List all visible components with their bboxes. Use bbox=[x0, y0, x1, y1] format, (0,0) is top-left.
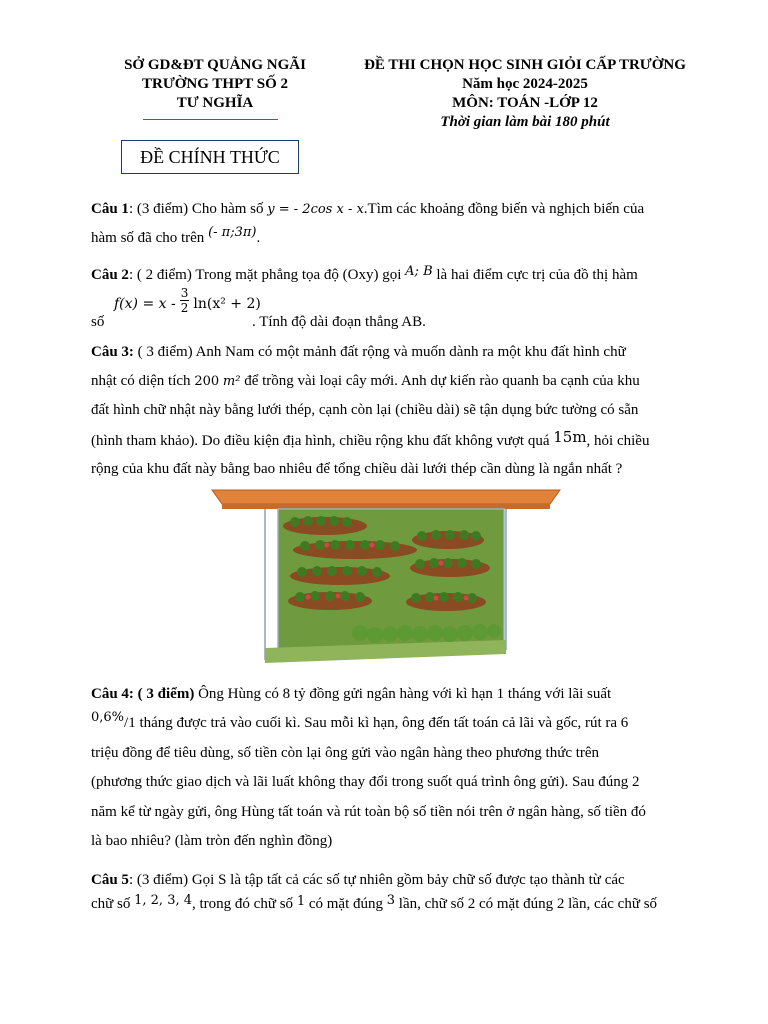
school-header bbox=[100, 56, 330, 113]
q1-formula: y = - 2cos x - x bbox=[267, 202, 364, 217]
wall-roof bbox=[212, 490, 560, 504]
official-badge: ĐỀ CHÍNH THỨC bbox=[121, 140, 299, 174]
header-dept: SỞ GD&ĐT QUẢNG NGÃI bbox=[124, 57, 306, 73]
exam-subject: MÔN: TOÁN -LỚP 12 bbox=[452, 95, 598, 111]
q2-function: f(x) = x - $\frac{3}{2}$ ln(x² + 2) bbox=[114, 286, 261, 315]
q3-area: 200 bbox=[194, 374, 220, 389]
q5-line-1: Câu 5: (3 điểm) Gọi S là tập tất cả các số tự nhiên gồm bảy chữ số được tạo thành từ các bbox=[91, 872, 625, 888]
header-district: TƯ NGHĨA bbox=[176, 95, 254, 111]
exam-year: Năm học 2024-2025 bbox=[462, 76, 588, 92]
q5-line-2: chữ số 1, 2, 3, 4, trong đó chữ số 1 có mặt đúng 3 lần, chữ số 2 có mặt đúng 2 lần, các chữ số bbox=[91, 893, 658, 912]
q3-line-1: Câu 3: ( 3 điểm) Anh Nam có một mảnh đất rộng và muốn dành ra một khu đất hình chữ bbox=[91, 344, 626, 360]
q1-line-1: Câu 1: (3 điểm) Cho hàm số y = - 2cos x - x.Tìm các khoảng đồng biến và nghịch biến của bbox=[91, 201, 645, 217]
q3-line-5: rộng của khu đất này bằng bao nhiêu để tổng chiều dài lưới thép cần dùng là ngắn nhất ? bbox=[91, 461, 623, 477]
q1-interval: (- π;3π) bbox=[208, 225, 257, 240]
exam-header bbox=[330, 56, 720, 132]
q2-points: A; B bbox=[405, 264, 433, 279]
q3-line-2: nhật có diện tích 200 m² để trồng vài loại cây mới. Anh dự kiến rào quanh ba cạnh của khu bbox=[91, 373, 640, 389]
q2-label: Câu 2 bbox=[91, 267, 129, 283]
q3-limit: 15m bbox=[553, 428, 587, 446]
q3-line-4: (hình tham khảo). Do điều kiện địa hình, chiều rộng khu đất không vượt quá 15m, hỏi chiều bbox=[91, 428, 650, 449]
q4-label: Câu 4: ( 3 điểm) bbox=[91, 686, 195, 702]
q4-line-2: 0,6%/1 tháng được trả vào cuối kì. Sau mỗi kì hạn, ông đến tất toán cả lãi và gốc, rút ra 6 bbox=[91, 710, 629, 731]
exam-title: ĐỀ THI CHỌN HỌC SINH GIỎI CẤP TRƯỜNG bbox=[364, 57, 686, 73]
q5-digits: 1, 2, 3, 4 bbox=[134, 893, 193, 908]
q4-line-4: (phương thức giao dịch và lãi luất không thay đổi trong suốt quá trình ông gửi). Sau đúng 2 bbox=[91, 774, 640, 790]
q5-digit-1: 1 bbox=[296, 894, 306, 909]
header-underline bbox=[143, 119, 278, 120]
q2-line-1: Câu 2: ( 2 điểm) Trong mặt phẳng tọa độ (Oxy) gọi A; B là hai điểm cực trị của đồ thị hàm bbox=[91, 264, 638, 283]
q4-line-1: Câu 4: ( 3 điểm) Ông Hùng có 8 tỷ đồng gửi ngân hàng với kì hạn 1 tháng với lãi suất bbox=[91, 686, 612, 702]
exam-duration: Thời gian làm bài 180 phút bbox=[440, 114, 610, 130]
q4-rate: 0,6% bbox=[91, 710, 125, 725]
q5-label: Câu 5 bbox=[91, 872, 129, 888]
q2-line-2: số bbox=[91, 314, 105, 330]
q5-digit-3: 3 bbox=[386, 893, 396, 908]
q3-line-3: đất hình chữ nhật này bằng lưới thép, cạnh còn lại (chiều dài) sẽ tận dụng bức tường có sẵn bbox=[91, 402, 639, 418]
garden-illustration bbox=[210, 488, 562, 666]
q4-line-5: năm kể từ ngày gửi, ông Hùng tất toán và rút toàn bộ số tiền nói trên ở ngân hàng, số tiền đó bbox=[91, 804, 646, 820]
q4-line-6: là bao nhiêu? (làm tròn đến nghìn đồng) bbox=[91, 833, 333, 849]
q2-line-2-tail: . Tính độ dài đoạn thẳng AB. bbox=[252, 314, 426, 330]
q2-fraction: $\frac{3}{2}$ bbox=[180, 286, 189, 315]
q4-line-3: triệu đồng để tiêu dùng, số tiền còn lại ông gửi vào ngân hàng theo phương thức trên bbox=[91, 745, 600, 761]
q3-label: Câu 3: bbox=[91, 344, 134, 360]
q1-label: Câu 1 bbox=[91, 201, 129, 217]
q1-line-2: hàm số đã cho trên (- π;3π). bbox=[91, 225, 261, 246]
q3-area-unit: m² bbox=[222, 374, 241, 389]
header-school: TRƯỜNG THPT SỐ 2 bbox=[141, 76, 288, 92]
